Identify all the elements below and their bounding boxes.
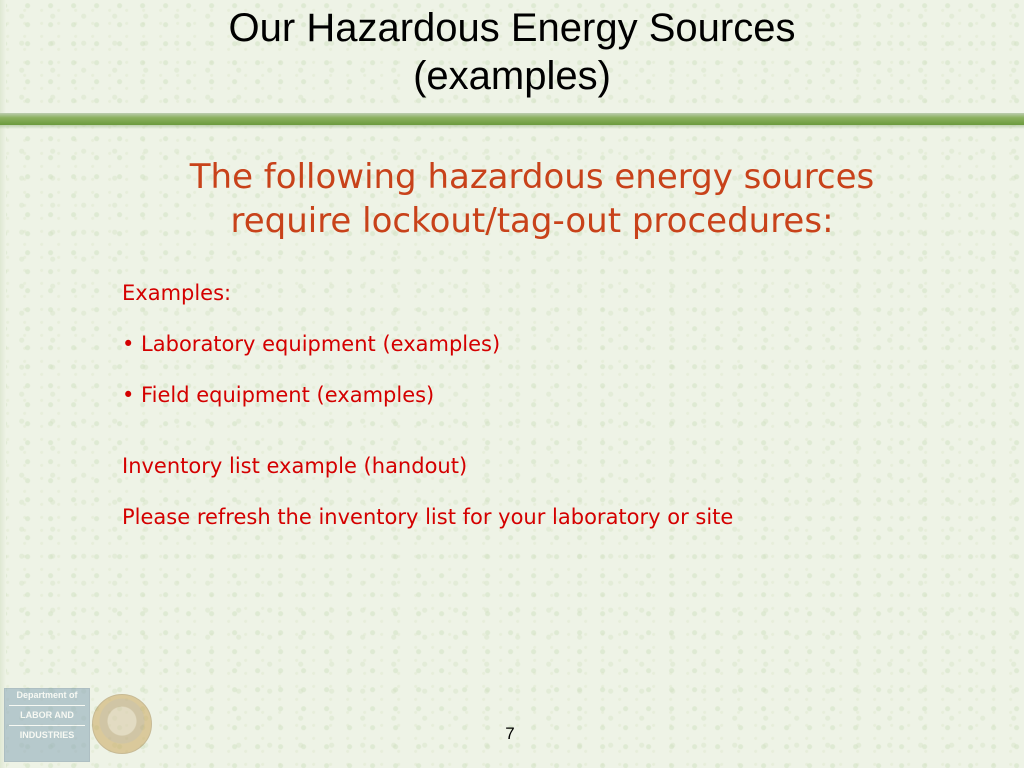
slide-title: [60, 4, 964, 100]
slide-title-line-2: (examples): [413, 54, 611, 98]
slide-subtitle: [80, 155, 984, 243]
logo-separator: [9, 725, 85, 726]
logo-line-3: INDUSTRIES: [19, 730, 75, 740]
logo-separator: [9, 705, 85, 706]
examples-heading: Examples:: [122, 281, 232, 305]
slide-title-line-1: Our Hazardous Energy Sources: [228, 6, 796, 50]
logo-line-2: LABOR AND: [20, 710, 74, 720]
subtitle-line-2: require lockout/tag-out procedures:: [230, 201, 834, 241]
title-divider-bar: [0, 113, 1024, 125]
refresh-inventory-line: Please refresh the inventory list for your laboratory or site: [122, 505, 734, 529]
inventory-list-line: Inventory list example (handout): [122, 454, 468, 478]
slide-body: [122, 278, 922, 553]
spacer: [122, 431, 922, 451]
bullet-field-equipment: • Field equipment (examples): [122, 383, 435, 407]
title-divider-shadow: [0, 125, 1024, 129]
page-number: 7: [505, 724, 515, 743]
subtitle-line-1: The following hazardous energy sources: [189, 157, 875, 197]
logo-wordmark: [4, 688, 90, 762]
logo-line-1: Department of: [16, 690, 78, 700]
bullet-laboratory-equipment: • Laboratory equipment (examples): [122, 332, 501, 356]
state-seal-icon: [92, 694, 152, 754]
department-logo: [4, 688, 154, 760]
